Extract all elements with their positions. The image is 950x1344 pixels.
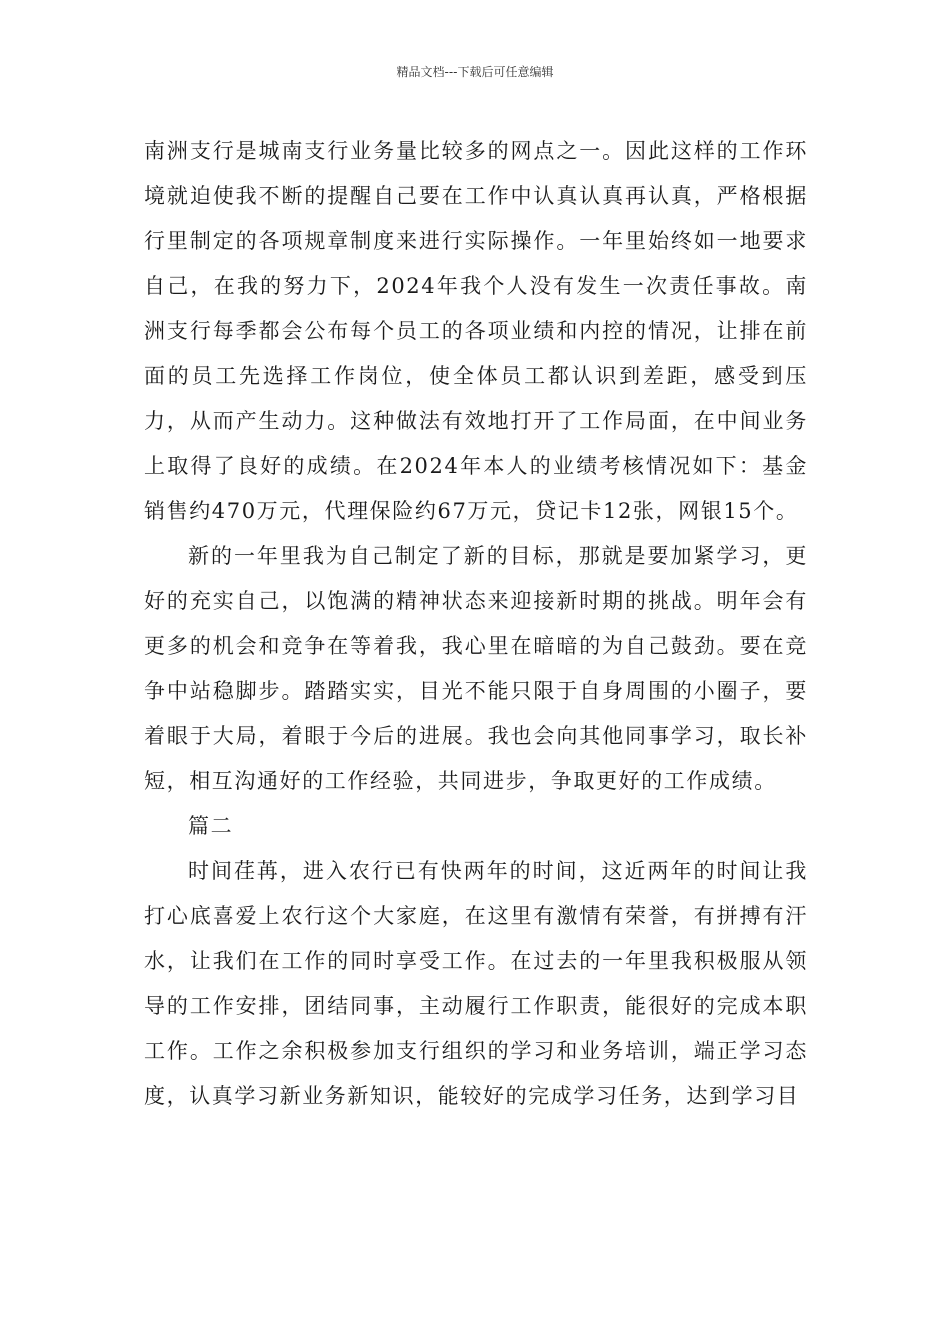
paragraph-1: 南洲支行是城南支行业务量比较多的网点之一。因此这样的工作环境就迫使我不断的提醒自己要在工作中认真认真再认真，严格根据行里制定的各项规章制度来进行实际操作。一年里始终如一地要求自己，在我的努力下，2024年我个人没有发生一次责任事故。南洲支行每季都会公布每个员工的各项业绩和内控的情况，让排在前面的员工先选择工作岗位，使全体员工都认识到差距，感受到压力，从而产生动力。这种做法有效地打开了工作局面，在中间业务上取得了良好的成绩。在2024年本人的业绩考核情况如下：基金销售约470万元，代理保险约67万元，贷记卡12张，网银15个。 bbox=[144, 139, 808, 523]
page-header: 精品文档---下载后可任意编辑 bbox=[396, 65, 554, 79]
section-heading: 篇二 bbox=[188, 814, 234, 838]
document-body bbox=[144, 129, 808, 1119]
paragraph-3: 时间荏苒，进入农行已有快两年的时间，这近两年的时间让我打心底喜爱上农行这个大家庭，在这里有激情有荣誉，有拼搏有汗水，让我们在工作的同时享受工作。在过去的一年里我积极服从领导的工作安排，团结同事，主动履行工作职责，能很好的完成本职工作。工作之余积极参加支行组织的学习和业务培训，端正学习态度，认真学习新业务新知识，能较好的完成学习任务，达到学习目 bbox=[144, 859, 808, 1108]
paragraph-2: 新的一年里我为自己制定了新的目标，那就是要加紧学习，更好的充实自己，以饱满的精神状态来迎接新时期的挑战。明年会有更多的机会和竞争在等着我，我心里在暗暗的为自己鼓劲。要在竞争中站稳脚步。踏踏实实，目光不能只限于自身周围的小圈子，要着眼于大局，着眼于今后的进展。我也会向其他同事学习，取长补短，相互沟通好的工作经验，共同进步，争取更好的工作成绩。 bbox=[144, 544, 808, 793]
